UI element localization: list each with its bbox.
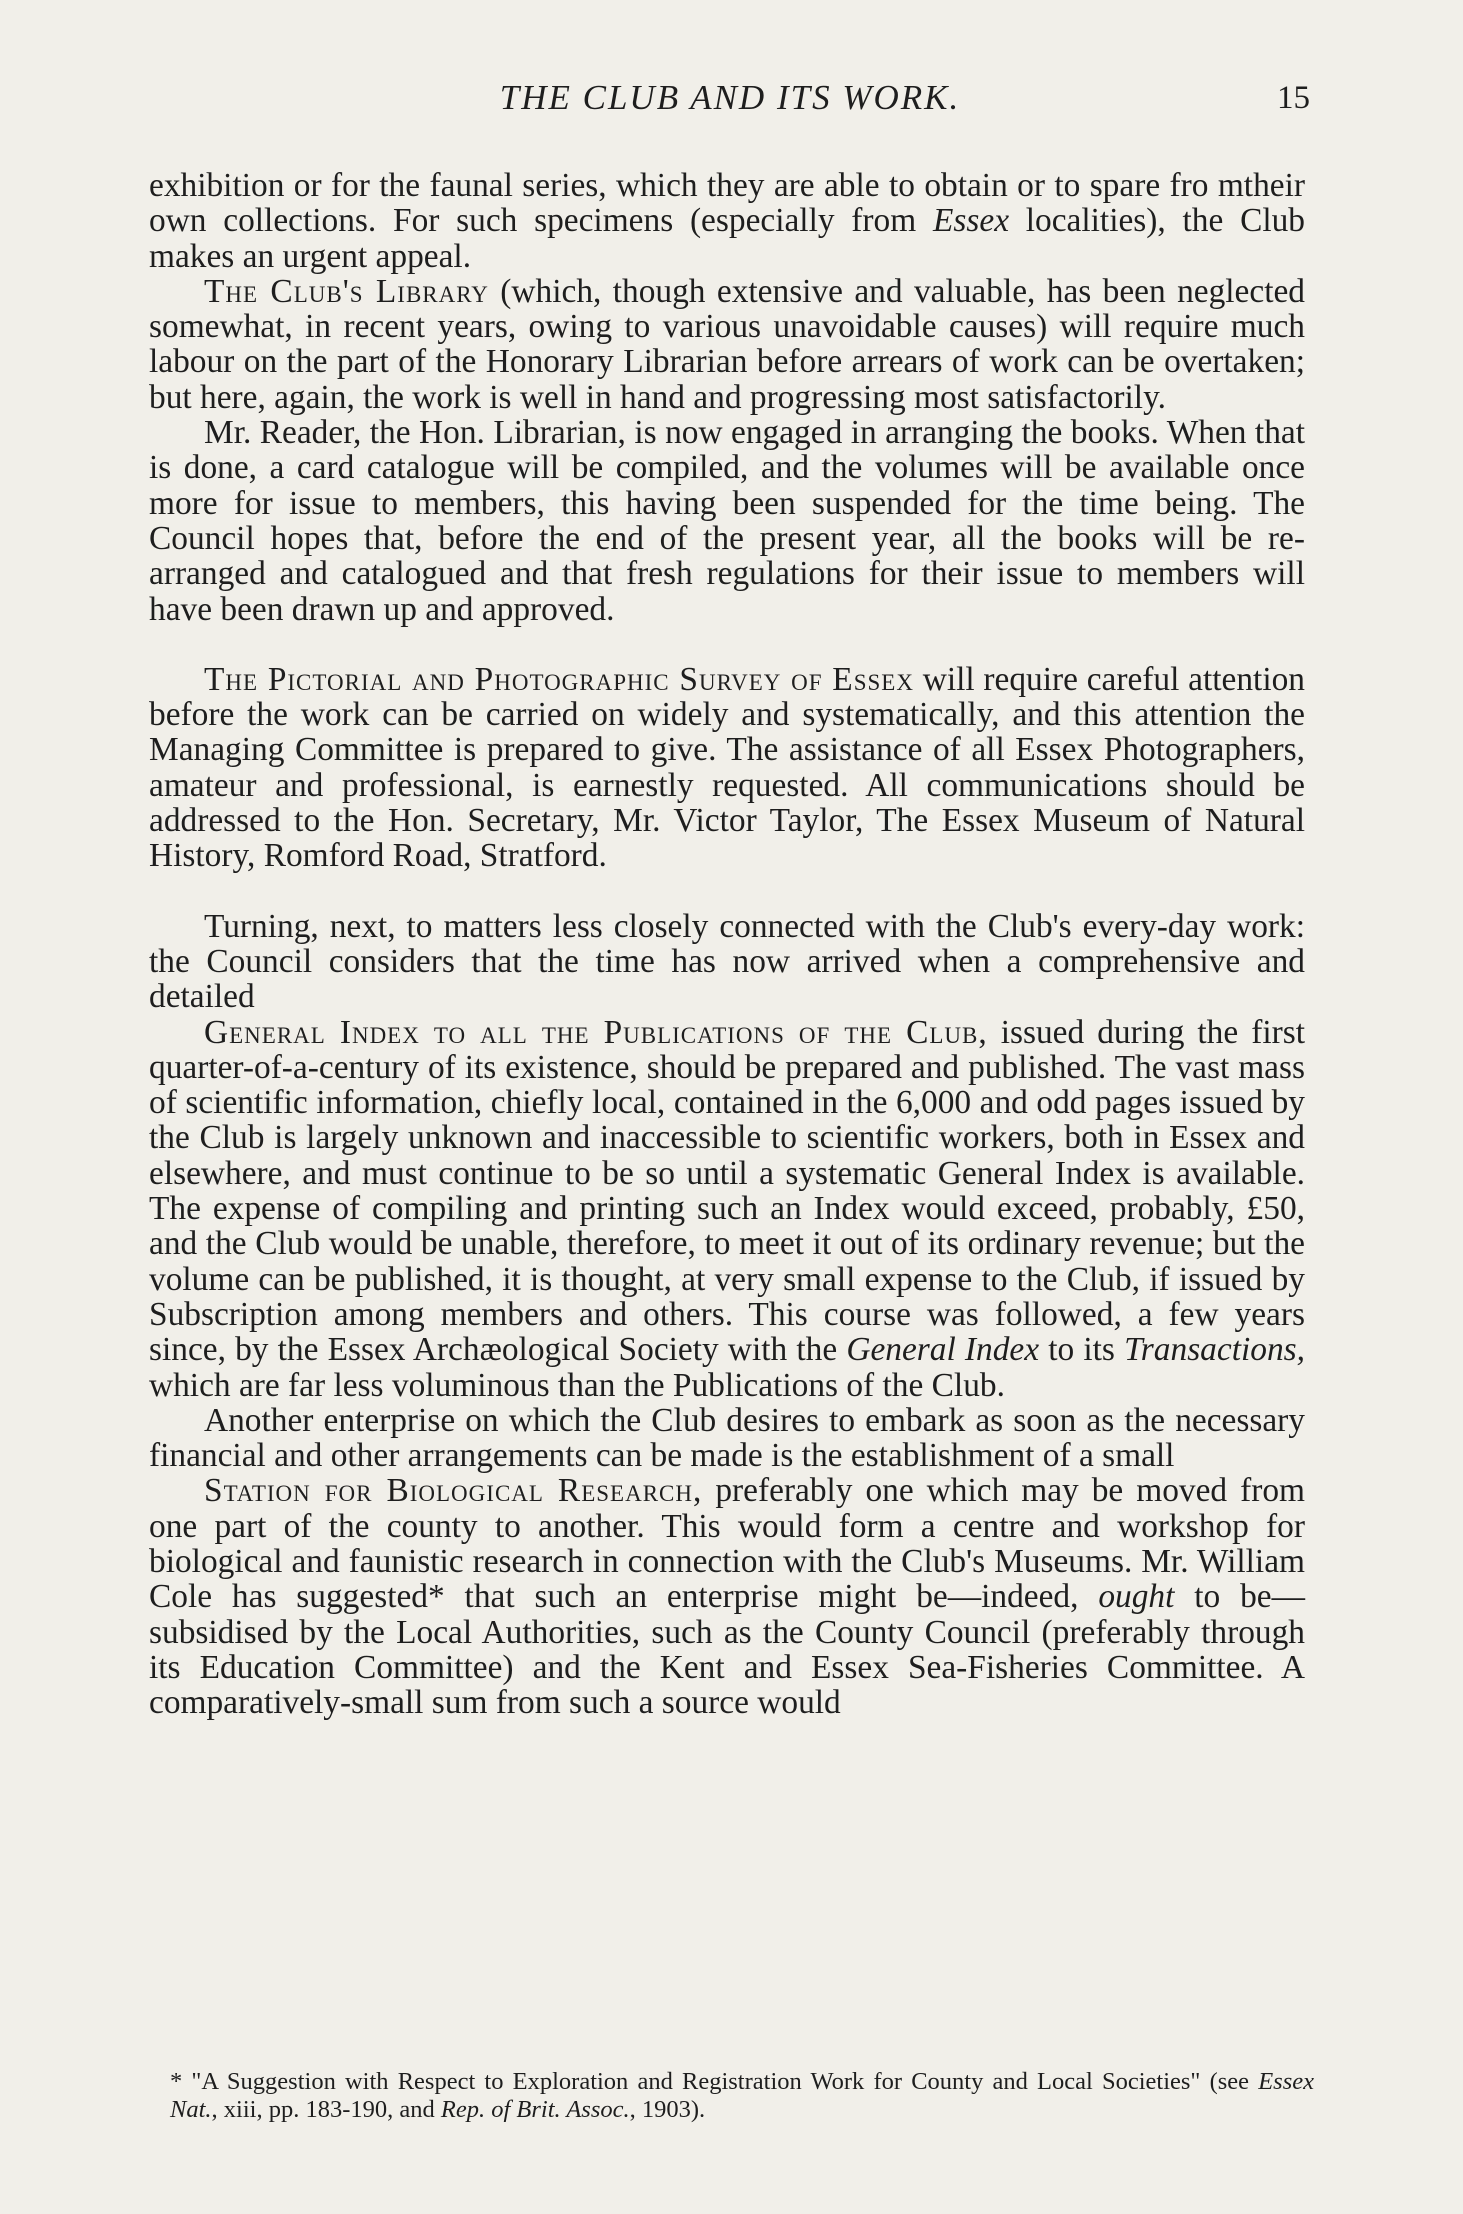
- paragraph-text: (which, though extensive and valuable, has been neglected somewhat, in recent years, owing to various unavoidable causes) will require much labour on the part of the Honorary Librarian before arrears of work can be overtaken; but here, again, the work is well in hand and progressing most satisfactorily.: [149, 272, 1305, 416]
- italic-essex-nat: Essex Nat.: [170, 2068, 1314, 2123]
- italic-essex: Essex: [932, 202, 1010, 240]
- footnote-text: * "A Suggestion with Respect to Exploration and Registration Work for County and Local Societies" (see: [170, 2068, 1259, 2095]
- footnote: [170, 2068, 1314, 2124]
- section-lead-club-library: The Club's Library: [204, 272, 489, 310]
- page-number: 15: [1277, 80, 1310, 116]
- paragraph-general-index: [149, 1015, 1305, 1403]
- paragraph-text: to be—subsidised by the Local Authorities, such as the County Council (preferably through its Education Committee) and the Kent and Essex Sea-Fisheries Committee. A comparatively-small sum from such a source would: [149, 1578, 1305, 1722]
- paragraph-club-library: [149, 274, 1305, 415]
- running-title: THE CLUB AND ITS WORK.: [499, 78, 961, 117]
- paragraph-text: exhibition or for the faunal series, which they are able to obtain or to spare fro mtheir own collections. For such specimens (especially from: [149, 167, 1305, 240]
- paragraph-text: localities), the Club makes an urgent appeal.: [149, 202, 1306, 275]
- italic-transactions: Transactions,: [1124, 1331, 1305, 1369]
- paragraph-exhibition: [149, 168, 1305, 274]
- section-lead-photographic-survey: The Pictorial and Photographic Survey of Essex: [204, 660, 914, 698]
- paragraph-turning-next: [149, 909, 1305, 1015]
- paragraph-text: Another enterprise on which the Club desires to embark as soon as the necessary financial and other arrangements can be made is the establishment of a small: [149, 1401, 1305, 1475]
- paragraph-text: Mr. Reader, the Hon. Librarian, is now engaged in arranging the books. When that is done, a card catalogue will be compiled, and the volumes will be available once more for issue to members, this having been suspended for the time being. The Council hopes that, before the end of the present year, all the books will be re-arranged and catalogued and that fresh regulations for their issue to members will have been drawn up and approved.: [149, 414, 1305, 628]
- section-lead-biological-station: Station for Biological Research,: [204, 1472, 703, 1510]
- paragraph-text: which are far less voluminous than the Publications of the Club.: [149, 1366, 1005, 1404]
- section-lead-general-index: General Index to all the Publications of the Club,: [204, 1013, 988, 1051]
- footnote-text: , xiii, pp. 183-190, and: [211, 2096, 441, 2123]
- italic-ought: ought: [1098, 1578, 1175, 1616]
- footnote-text: , 1903).: [629, 2096, 706, 2123]
- italic-general-index: General Index: [846, 1331, 1040, 1369]
- italic-rep-brit-assoc: Rep. of Brit. Assoc.: [440, 2096, 630, 2123]
- running-head: [150, 78, 1310, 122]
- paragraph-text: issued during the first quarter-of-a-century of its existence, should be prepared and published. The vast mass of scientific information, chiefly local, contained in the 6,000 and odd pages issued by the Club is largely unknown and inaccessible to scientific workers, both in Essex and elsewhere, and must continue to be so until a systematic General Index is available. The expense of compiling and printing such an Index would exceed, probably, £50, and the Club would be unable, therefore, to meet it out of its ordinary revenue; but the volume can be published, it is thought, at very small expense to the Club, if issued by Subscription among members and others. This course was followed, a few years since, by the Essex Archæological Society with the: [149, 1013, 1306, 1369]
- body-text: [149, 168, 1305, 1720]
- paragraph-text: to its: [1039, 1331, 1125, 1369]
- paragraph-hon-librarian: [149, 415, 1305, 627]
- paragraph-text: preferably one which may be moved from one part of the county to another. This would form a centre and workshop for biological and faunistic research in connection with the Club's Museums. Mr. William Cole has suggested* that such an enterprise might be—indeed,: [149, 1472, 1306, 1616]
- paragraph-text: will require careful attention before the work can be carried on widely and systematically, and this attention the Managing Committee is prepared to give. The assistance of all Essex Photographers, amateur and professional, is earnestly requested. All communications should be addressed to the Hon. Secretary, Mr. Victor Taylor, The Essex Museum of Natural History, Romford Road, Stratford.: [149, 660, 1305, 875]
- paragraph-biological-station: [149, 1473, 1305, 1720]
- paragraph-photographic-survey: [149, 662, 1305, 874]
- paragraph-text: Turning, next, to matters less closely connected with the Club's every-day work: the Council considers that the time has now arrived when a comprehensive and detailed: [149, 907, 1305, 1016]
- paragraph-another-enterprise: [149, 1403, 1305, 1474]
